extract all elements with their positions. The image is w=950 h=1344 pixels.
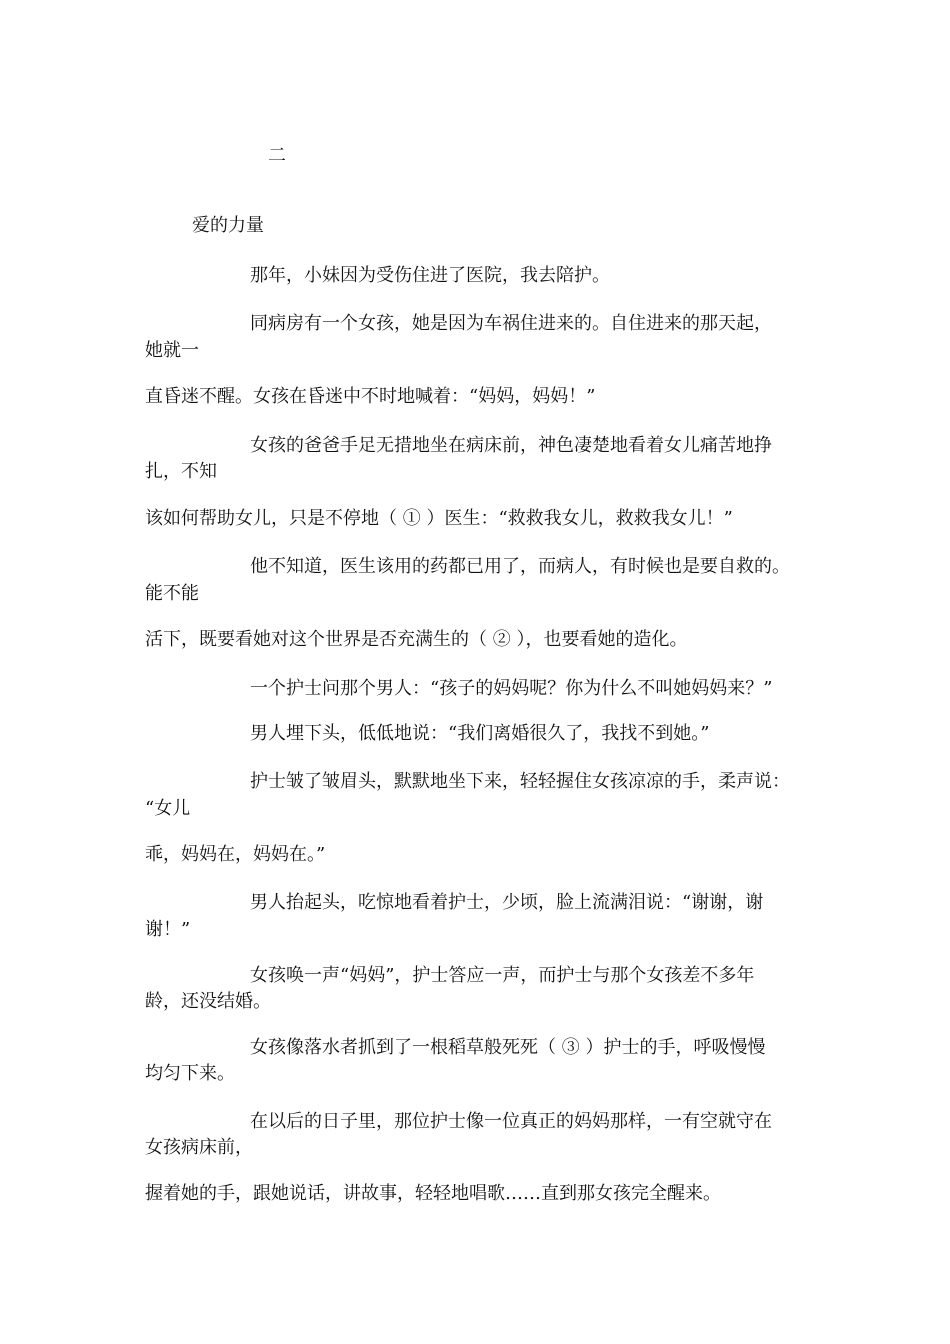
paragraph-line: “女儿 <box>145 798 191 819</box>
paragraph-line: 女孩病床前， <box>145 1137 253 1158</box>
paragraph-line: 女孩像落水者抓到了一根稻草般死死（ ③ ）护士的手，呼吸慢慢 <box>250 1037 766 1058</box>
paragraph-line: 乖，妈妈在，妈妈在。” <box>145 844 326 865</box>
paragraph-line: 该如何帮助女儿，只是不停地（ ① ）医生：“救救我女儿，救救我女儿！” <box>145 508 733 529</box>
paragraph-line: 一个护士问那个男人：“孩子的妈妈呢？你为什么不叫她妈妈来？” <box>250 678 773 699</box>
paragraph-line: 护士皱了皱眉头，默默地坐下来，轻轻握住女孩凉凉的手，柔声说： <box>250 771 790 792</box>
paragraph-line: 同病房有一个女孩，她是因为车祸住进来的。自住进来的那天起， <box>250 313 772 334</box>
article-title: 爱的力量 <box>192 215 264 236</box>
paragraph-line: 她就一 <box>145 340 199 361</box>
paragraph-line: 直昏迷不醒。女孩在昏迷中不时地喊着：“妈妈，妈妈！” <box>145 386 596 407</box>
paragraph-line: 均匀下来。 <box>145 1063 235 1084</box>
paragraph-line: 女孩唤一声“妈妈”，护士答应一声，而护士与那个女孩差不多年 <box>250 965 755 986</box>
paragraph-line: 在以后的日子里，那位护士像一位真正的妈妈那样，一有空就守在 <box>250 1111 772 1132</box>
paragraph-line: 女孩的爸爸手足无措地坐在病床前，神色凄楚地看着女儿痛苦地挣 <box>250 435 772 456</box>
paragraph-line: 扎，不知 <box>145 461 217 482</box>
paragraph-line: 活下，既要看她对这个世界是否充满生的（ ② ），也要看她的造化。 <box>145 629 688 650</box>
paragraph-line: 男人埋下头，低低地说：“我们离婚很久了，我找不到她。” <box>250 723 710 744</box>
paragraph-line: 男人抬起头，吃惊地看着护士，少顷，脸上流满泪说：“谢谢，谢 <box>250 892 764 913</box>
paragraph-line: 能不能 <box>145 583 199 604</box>
section-number: 二 <box>268 145 286 166</box>
paragraph-line: 握着她的手，跟她说话，讲故事，轻轻地唱歌……直到那女孩完全醒来。 <box>145 1183 721 1204</box>
paragraph-line: 他不知道，医生该用的药都已用了，而病人，有时候也是要自救的。 <box>250 556 790 577</box>
paragraph-line: 谢！” <box>145 919 191 940</box>
paragraph-line: 那年，小妹因为受伤住进了医院，我去陪护。 <box>250 265 610 286</box>
paragraph-line: 龄，还没结婚。 <box>145 991 271 1012</box>
